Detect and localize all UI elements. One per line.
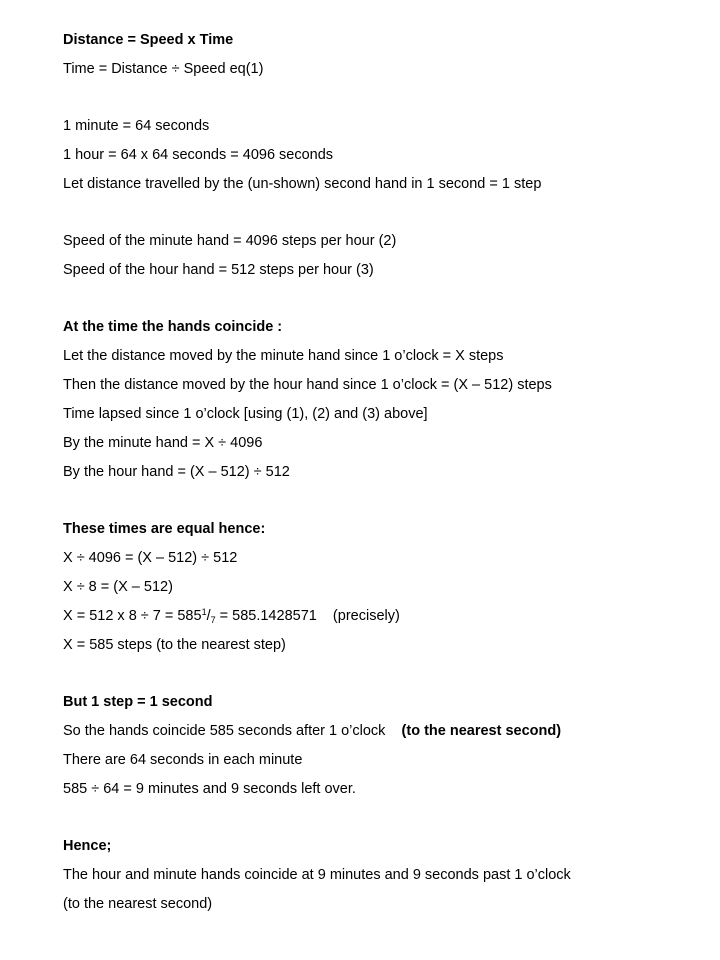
step-line-1	[63, 721, 703, 750]
fraction-numerator: 1	[201, 607, 207, 617]
coincide-line-4: By the minute hand = X ÷ 4096	[63, 435, 263, 451]
step-line-1-text: So the hands coincide 585 seconds after 1 o’clock	[63, 723, 402, 739]
conclusion-heading: Hence;	[63, 838, 112, 854]
equal-line-3-prefix: X = 512 x 8 ÷ 7 = 585	[63, 608, 202, 624]
equal-line-3	[63, 606, 703, 635]
spacer	[63, 88, 703, 116]
step-definition: Let distance travelled by the (un-shown) second hand in 1 second = 1 step	[63, 176, 542, 192]
equal-line-3-suffix: = 585.1428571 (precisely)	[215, 608, 400, 624]
minute-hand-speed: Speed of the minute hand = 4096 steps per hour (2)	[63, 233, 397, 249]
equal-line-1: X ÷ 4096 = (X – 512) ÷ 512	[63, 550, 238, 566]
equal-heading: These times are equal hence:	[63, 521, 266, 537]
coincide-heading: At the time the hands coincide :	[63, 319, 283, 335]
equal-line-2: X ÷ 8 = (X – 512)	[63, 579, 173, 595]
equation-1: Time = Distance ÷ Speed eq(1)	[63, 61, 264, 77]
hour-hand-speed: Speed of the hour hand = 512 steps per hour (3)	[63, 262, 374, 278]
step-line-1-emphasis: (to the nearest second)	[401, 723, 562, 739]
conclusion-line-2: (to the nearest second)	[63, 896, 213, 912]
spacer	[63, 203, 703, 231]
step-line-3: 585 ÷ 64 = 9 minutes and 9 seconds left over.	[63, 781, 356, 797]
spacer	[63, 664, 703, 692]
step-line-2: There are 64 seconds in each minute	[63, 752, 303, 768]
step-heading: But 1 step = 1 second	[63, 694, 213, 710]
spacer	[63, 289, 703, 317]
formula-heading: Distance = Speed x Time	[63, 32, 234, 48]
spacer	[63, 491, 703, 519]
fraction-denominator: 7	[210, 615, 216, 625]
hour-definition: 1 hour = 64 x 64 seconds = 4096 seconds	[63, 147, 334, 163]
coincide-line-3: Time lapsed since 1 o’clock [using (1), (2) and (3) above]	[63, 406, 428, 422]
minute-definition: 1 minute = 64 seconds	[63, 118, 210, 134]
spacer	[63, 808, 703, 836]
coincide-line-1: Let the distance moved by the minute hand since 1 o’clock = X steps	[63, 348, 504, 364]
coincide-line-5: By the hour hand = (X – 512) ÷ 512	[63, 464, 290, 480]
coincide-line-2: Then the distance moved by the hour hand since 1 o’clock = (X – 512) steps	[63, 377, 552, 393]
equal-line-4: X = 585 steps (to the nearest step)	[63, 637, 286, 653]
document-body	[63, 30, 703, 923]
fraction-slash: /	[206, 608, 211, 624]
conclusion-line-1: The hour and minute hands coincide at 9 minutes and 9 seconds past 1 o’clock	[63, 867, 571, 883]
